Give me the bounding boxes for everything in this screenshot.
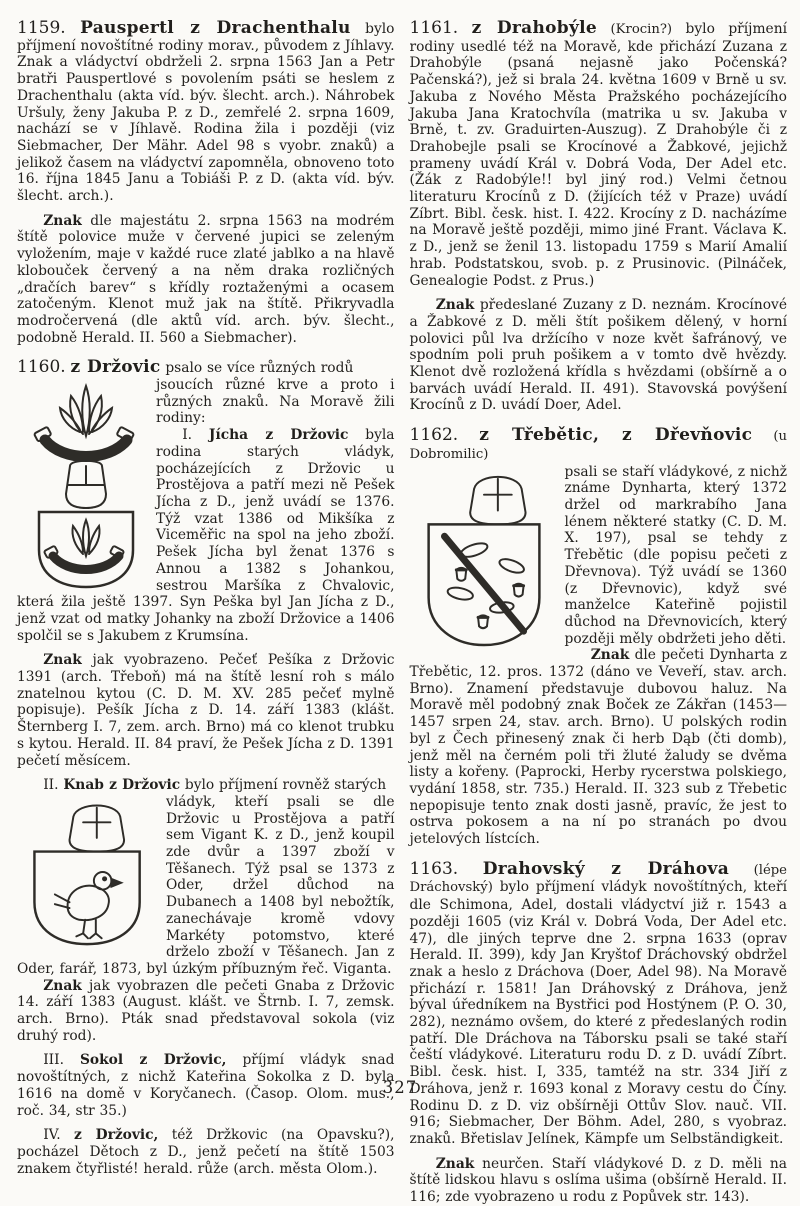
entry-intro-text-a: psalo se více různých rodů [165, 360, 354, 377]
entry-1161 [410, 20, 788, 414]
section-iii-name: Sokol z Držovic, [79, 1052, 227, 1069]
znak-text: dle pečeti Dynharta z Třebětic, 12. pros. 1372 (dáno ve Veveří, stav. arch. Brno). Znamení představuje dubovou haluz. Na Moravě měl podobný znak Boček ze Zákřan (1453—1457 srpen 24, stav. arch. Brno). U polských rodin byl z Čech přinesený znak či herb Dąb (čti domb), jenž měl na černém poli tři žluté žaludy se dvěma listy a kořeny. (Paprocki, Herby rycerstwa polskiego, vydání 1858, str. 735.) Herald. II. 323 sub z Třebetic nepopisuje tento znak dosti jasně, pravíc, že jest to ostrva pokosem a na ní po stranách po dvou jetelových lístcích. [409, 647, 787, 848]
znak-text: předeslané Zuzany z D. neznám. Krocínové a Žabkové z D. měli štít pošikem dělený, v horní polovici půl lva držícího v noze květ šafránový, ve spodním poli pruh pošikem a v tomto dvě hvězdy. Klenot dvě rozložená křídla s hvězdami (obšírně a o barvách uvádí Herald. II. 491). Stavovská povýšení Krocínů z D. uvádí Doer, Adel. [409, 297, 787, 414]
entry-1160-heading-line [17, 359, 395, 377]
section-iii-numeral: III. [43, 1052, 64, 1069]
entry-number: 1160. [17, 357, 66, 378]
znak-text: jak vyobrazen dle pečeti Gnaba z Držovic 14. září 1383 (August. klášt. ve Štrnb. I. 7, zemsk. arch. Brno). Pták snad představoval sokola (viz druhý rod). [17, 977, 395, 1044]
entry-intro-text: psali se staří vládykové, z nichž známe Dynharta, který 1372 držel od markrabího Jana lénem některé statky (C. D. M. X. 197), psal se tehdy z Třebětic (dle popisu pečeti z Dřevnova). Týž uvádí se 1360 (z Dřevnovic), když své manželce Kateřině pojistil důchod na Dřevnovicích, který později měly obdržeti jeho děti. [564, 463, 788, 647]
znak-lead: Znak [590, 647, 630, 664]
entry-title-suffix: (lépe Dráchovský) [409, 862, 787, 896]
znak-lead: Znak [435, 297, 475, 314]
entry-intro-text: bylo příjmení rodiny usedlé též na Moravě, kde přichází Zuzana z Drahobýle (psaná nejasně jako Počenská? Pačenská?), jež si brala 24. května 1609 v Brně u sv. Jakuba z Nového Města Pražského pocházejícího Jakuba Jana Kratochvíla (matrika u sv. Jakuba v Brně, t. zv. Graduirten-Auszug). Z Drahobýle či z Drahobejle psali se Krocínové a Žabkové, jejichž prameny uvádí Král v. Dobrá Voda, Der Adel etc. (Žák z Radobýle!! byl jiný rod.) Velmi četnou literaturu Krocínů z D. (žijících též v Praze) uvádí Zíbrt. Bibl. česk. hist. I. 422. Krocíny z D. nacházíme na Moravě ještě později, mimo jiné Frant. Václava K. z D., jenž se ženil 13. listopadu 1759 s Marií Amalií hrab. Podstatskou, svob. p. z Prusinovic. (Pilnáček, Genealogie Podst. z Prus.) [409, 21, 788, 289]
entry-1162-znak-paragraph [410, 647, 788, 847]
section-ii-text-a: bylo příjmení rovněž starých [184, 777, 387, 794]
entry-1160-znak2-paragraph [17, 978, 395, 1045]
entry-title-suffix: (u Dobromilic) [409, 429, 787, 462]
section-ii-text-b: vládyk, kteří psali se dle Držovic u Prostějova a patří sem Vigant K. z D., jenž koupil zde dvůr a 1397 zboží v Těšanech. Týž psal se 1373 z Oder, držel důchod na Dubanech a 1408 byl nebožtík, zanechávaje kromě vdovy Markéty potomstvo, které drželo zboží v Těšanech. Jan z Oder, farář, 1873, byl úzkým příbuzným řeč. Viganta. [17, 793, 395, 977]
section-ii-name: Knab z Držovic [63, 777, 181, 794]
entry-1163-znak-paragraph [410, 1156, 788, 1206]
entry-1159 [17, 20, 395, 346]
entry-1159-znak-paragraph [17, 213, 395, 347]
section-iv-text: též Držkovic (na Opavsku?), pocházel Dětoch z D., jenž pečetí na štítě 1503 znakem čtyřlisté! herald. růže (arch. města Olom.). [17, 1127, 395, 1177]
section-i-numeral: I. [182, 427, 193, 444]
entry-number: 1159. [17, 18, 66, 38]
entry-title: Pauspertl z Drachenthalu [80, 18, 351, 38]
entry-title: z Třebětic, z Dřevňovic [479, 425, 753, 446]
entry-1162-heading-line [410, 427, 788, 463]
knab-illustrated-block [17, 794, 395, 1045]
entry-title-suffix: (Krocin?) [610, 22, 673, 37]
knab-coat-of-arms-illustration [23, 797, 155, 949]
znak-lead: Znak [43, 212, 82, 229]
section-iv-paragraph [17, 1127, 395, 1177]
bird-shield-arms-icon [23, 797, 155, 949]
hunting-horn-plume-arms-icon [23, 380, 145, 590]
znak-text: neurčen. Staří vládykové D. z D. měli na štítě lidskou hlavu s oslíma ušima (obšírně Herald. II. 116; zde vyobrazeno u rodu z Popůvek str. 143). [409, 1155, 787, 1206]
entry-1160-znak1-paragraph [17, 652, 395, 769]
section-iii-text: příjmí vládyk snad novoštítných, z nichž Kateřina Sokolka z D. byla 1616 na domě v Koryčanech. (Časop. Olom. mus., roč. 34, str 35.) [17, 1052, 395, 1119]
left-column [17, 20, 395, 1206]
znak-lead: Znak [435, 1155, 475, 1172]
section-i-text: byla rodina starých vládyk, pocházejících z Držovic u Prostějova a patří mezi ně Pešek Jícha z D., jenž uvádí se 1376. Týž vzat 1386 od Mikšíka z Viceměřic na spol na jeho zboží. Pešek Jícha byl ženat 1376 s Annou a 1382 s Johankou, sestrou Maršíka z Chvalovic, která žila ještě 1397. Syn Peška byl Jan Jícha z D., jenž vzat od matky Johanky na zboží Držovice a 1406 spolčil se s Jakubem z Krumsína. [17, 427, 395, 644]
entry-1162-illustrated-block [410, 464, 788, 848]
znak-text: dle majestátu 2. srpna 1563 na modrém štítě polovice muže v červené jupici se zeleným vyložením, maje v každé ruce zlaté jablko a na hlavě klobouček červený a na něm draka rozličných „dračích barev“ s křídly roztaženými a ocasem zatočeným. Klenot muž jak na štítě. Přikryvadla modročervená (dle aktů víd. arch. býv. šlecht., podobně Herald. II. 560 a Siebmacher). [17, 212, 395, 346]
entry-title: z Drahobýle [471, 18, 598, 38]
entry-intro-text: bylo příjmení novoštítné rodiny morav., původem z Jíhlavy. Znak a vládyctví obdrželi 2. srpna 1563 Jan a Petr bratři Pauspertlové s povolením psáti se heslem z Drachenthalu (akta víd. býv. šlecht. arch.). Náhrobek Uršuly, ženy Jakuba P. z D., zemřelé 2. srpna 1609, nachází se v Jíhlavě. Rodina žila i později (viz Siebmacher, Der Mähr. Adel 98 s vyobr. znaků) a jelikož časem na vládyctví zapomněla, obnoveno toto 16. října 1845 Janu a Tobiáši P. z D. (akta víd. býv. šlecht. arch.). [17, 21, 395, 205]
entry-number: 1162. [409, 425, 459, 446]
entry-intro-text: bylo příjmení vládyk novoštítných, kteří dle Schimona, Adel, dostali vládyctví již r. 1543 a později 1605 (viz Král v. Dobrá Voda, Der Adel etc. 47), dle jiných teprve dne 2. srpna 1633 (oprav Herald. II. 399), kdy Jan Kryštof Dráchovský obdržel znak a heslo z Dráchova (Doer, Adel 98). Na Moravě přichází r. 1581! Jan Dráhovský z Dráhova, jenž býval úředníkem na Bystřici pod Hostýnem (P. O. 30, 282), neznámo ovšem, do které z předeslaných rodin patří. Dle Dráchova na Táborsku psali se také staří čeští vládykové. Literaturu rodu D. z D. uvádí Zíbrt. Bibl. česk. hist. I, 335, tamtéž na str. 334 Jiří z Dráhova, jenž r. 1693 konal z Moravy cestu do Číny. Rodinu D. z D. viz obšírněji Ottův Slov. nauč. VII. 916; Siebmacher, Der Böhm. Adel, 280, s vyobraz. znaků. Břetislav Jelínek, Kämpfe um Selbständigkeit. [409, 879, 787, 1147]
jicha-coat-of-arms-illustration [23, 380, 145, 590]
entry-number: 1161. [409, 18, 459, 38]
right-column [410, 20, 788, 1206]
section-iv-name: z Držovic, [73, 1127, 159, 1144]
entry-1160 [17, 359, 395, 1177]
section-iv-numeral: IV. [43, 1127, 61, 1144]
section-ii-numeral: II. [43, 777, 59, 794]
entry-1162 [410, 427, 788, 848]
entry-1163 [409, 858, 788, 1206]
entry-1161-intro-paragraph [410, 20, 788, 289]
znak-lead: Znak [43, 977, 82, 994]
entry-intro-text-b: jsoucích různé krve a proto i různých znaků. Na Moravě žili rodiny: [156, 377, 395, 427]
znak-text: jak vyobrazeno. Pečeť Pešíka z Držovic 1391 (arch. Třeboň) má na štítě lesní roh s málo znatelnou kytou (C. D. M. XV. 285 pečeť mylně popisuje). Pešík Jícha z D. 14. září 1383 (klášt. Šternberg I. 7, zem. arch. Brno) má co klenot trubku s kytou. Herald. II. 84 praví, že Pešek Jícha z D. 1391 pečetí měsícem. [17, 652, 395, 769]
entry-1161-znak-paragraph [410, 297, 788, 414]
entry-number: 1163. [409, 858, 459, 879]
trebetic-coat-of-arms-illustration [416, 467, 554, 649]
page-number: 327 [382, 1078, 418, 1097]
section-i-name: Jícha z Držovic [208, 427, 349, 444]
entry-title: Drahovský z Dráhova [482, 858, 730, 879]
entry-1160-illustrated-block [17, 377, 395, 644]
oak-branch-shield-arms-icon [416, 467, 554, 649]
entry-1163-intro-paragraph [409, 858, 788, 1148]
entry-1159-intro-paragraph [17, 20, 395, 205]
znak-lead: Znak [43, 652, 82, 669]
section-ii-heading-line [17, 777, 395, 794]
entry-title: z Držovic [70, 357, 161, 378]
